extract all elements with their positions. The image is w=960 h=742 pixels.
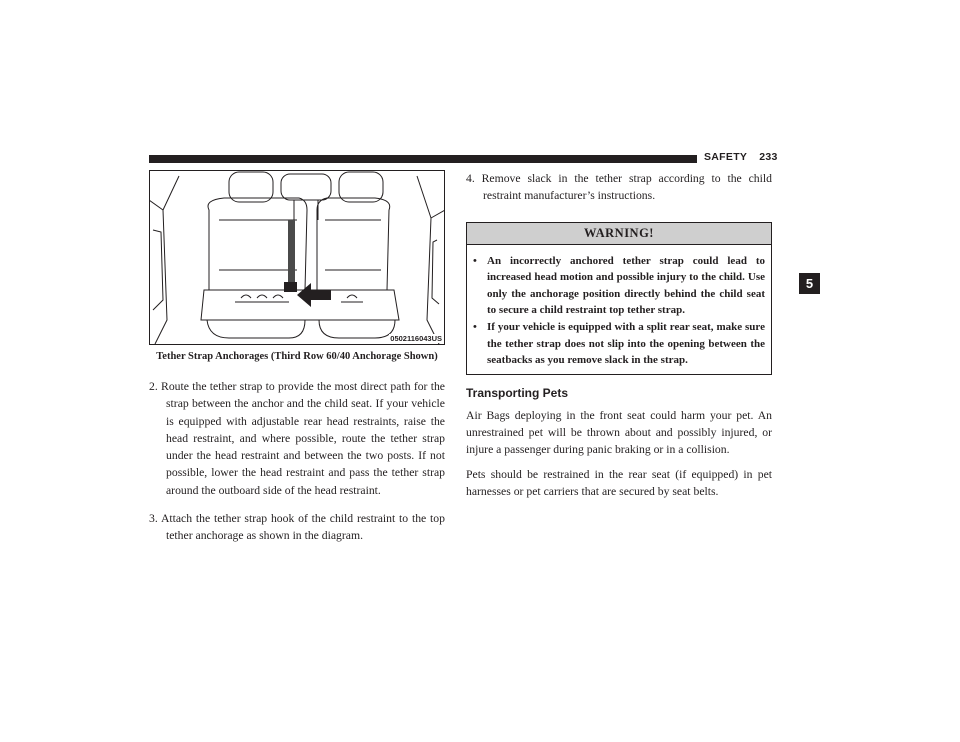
step-2	[149, 378, 445, 499]
step-text: Attach the tether strap hook of the child restraint to the top tether anchorage as shown in the diagram.	[160, 512, 445, 543]
step-3	[149, 510, 445, 545]
step-number: 3.	[149, 512, 158, 526]
right-column	[466, 170, 772, 507]
bullet-icon: •	[473, 320, 477, 333]
step-number: 4.	[466, 172, 475, 185]
paragraph: Pets should be restrained in the rear seat (if equipped) in pet harnesses or pet carriers that are secured by seat belts.	[466, 467, 772, 498]
header-section: SAFETY	[704, 151, 748, 163]
running-header	[704, 151, 778, 163]
figure-code: 0502116043US	[390, 334, 442, 343]
left-column	[149, 378, 445, 556]
page-number: 233	[759, 151, 778, 163]
step-text: Remove slack in the tether strap according to the child restraint manufacturer’s instructions.	[481, 172, 772, 203]
step-number: 2.	[149, 380, 158, 393]
warning-item: • An incorrectly anchored tether strap could lead to increased head motion and possible injury to the child. Use only the anchorage position directly behind the child seat to secure a child restraint top tether strap.	[473, 253, 765, 319]
step-text: Route the tether strap to provide the most direct path for the strap between the anchor and the child seat. If your vehicle is equipped with adjustable rear head restraints, raise the head restraint, and where possible, route the tether strap under the head restraint and between the two posts. If not possible, lower the head restraint and pass the tether strap around the outboard side of the head restraint.	[161, 380, 445, 497]
warning-item: • If your vehicle is equipped with a split rear seat, make sure the tether strap does not slip into the opening between the seatbacks as you remove slack in the strap.	[473, 319, 765, 369]
paragraph: Air Bags deploying in the front seat could harm your pet. An unrestrained pet will be thrown about and possibly injured, or injure a passenger during panic braking or in a collision.	[466, 408, 772, 457]
figure-caption: Tether Strap Anchorages (Third Row 60/40 Anchorage Shown)	[156, 351, 438, 362]
bullet-icon: •	[473, 254, 477, 267]
warning-list	[467, 245, 771, 374]
tether-anchorage-illustration	[149, 170, 445, 345]
warning-box	[466, 222, 772, 375]
header-rule	[149, 155, 697, 163]
warning-title: WARNING!	[467, 223, 771, 245]
chapter-tab: 5	[799, 273, 820, 294]
section-heading: Transporting Pets	[466, 385, 569, 400]
step-4	[466, 170, 772, 205]
